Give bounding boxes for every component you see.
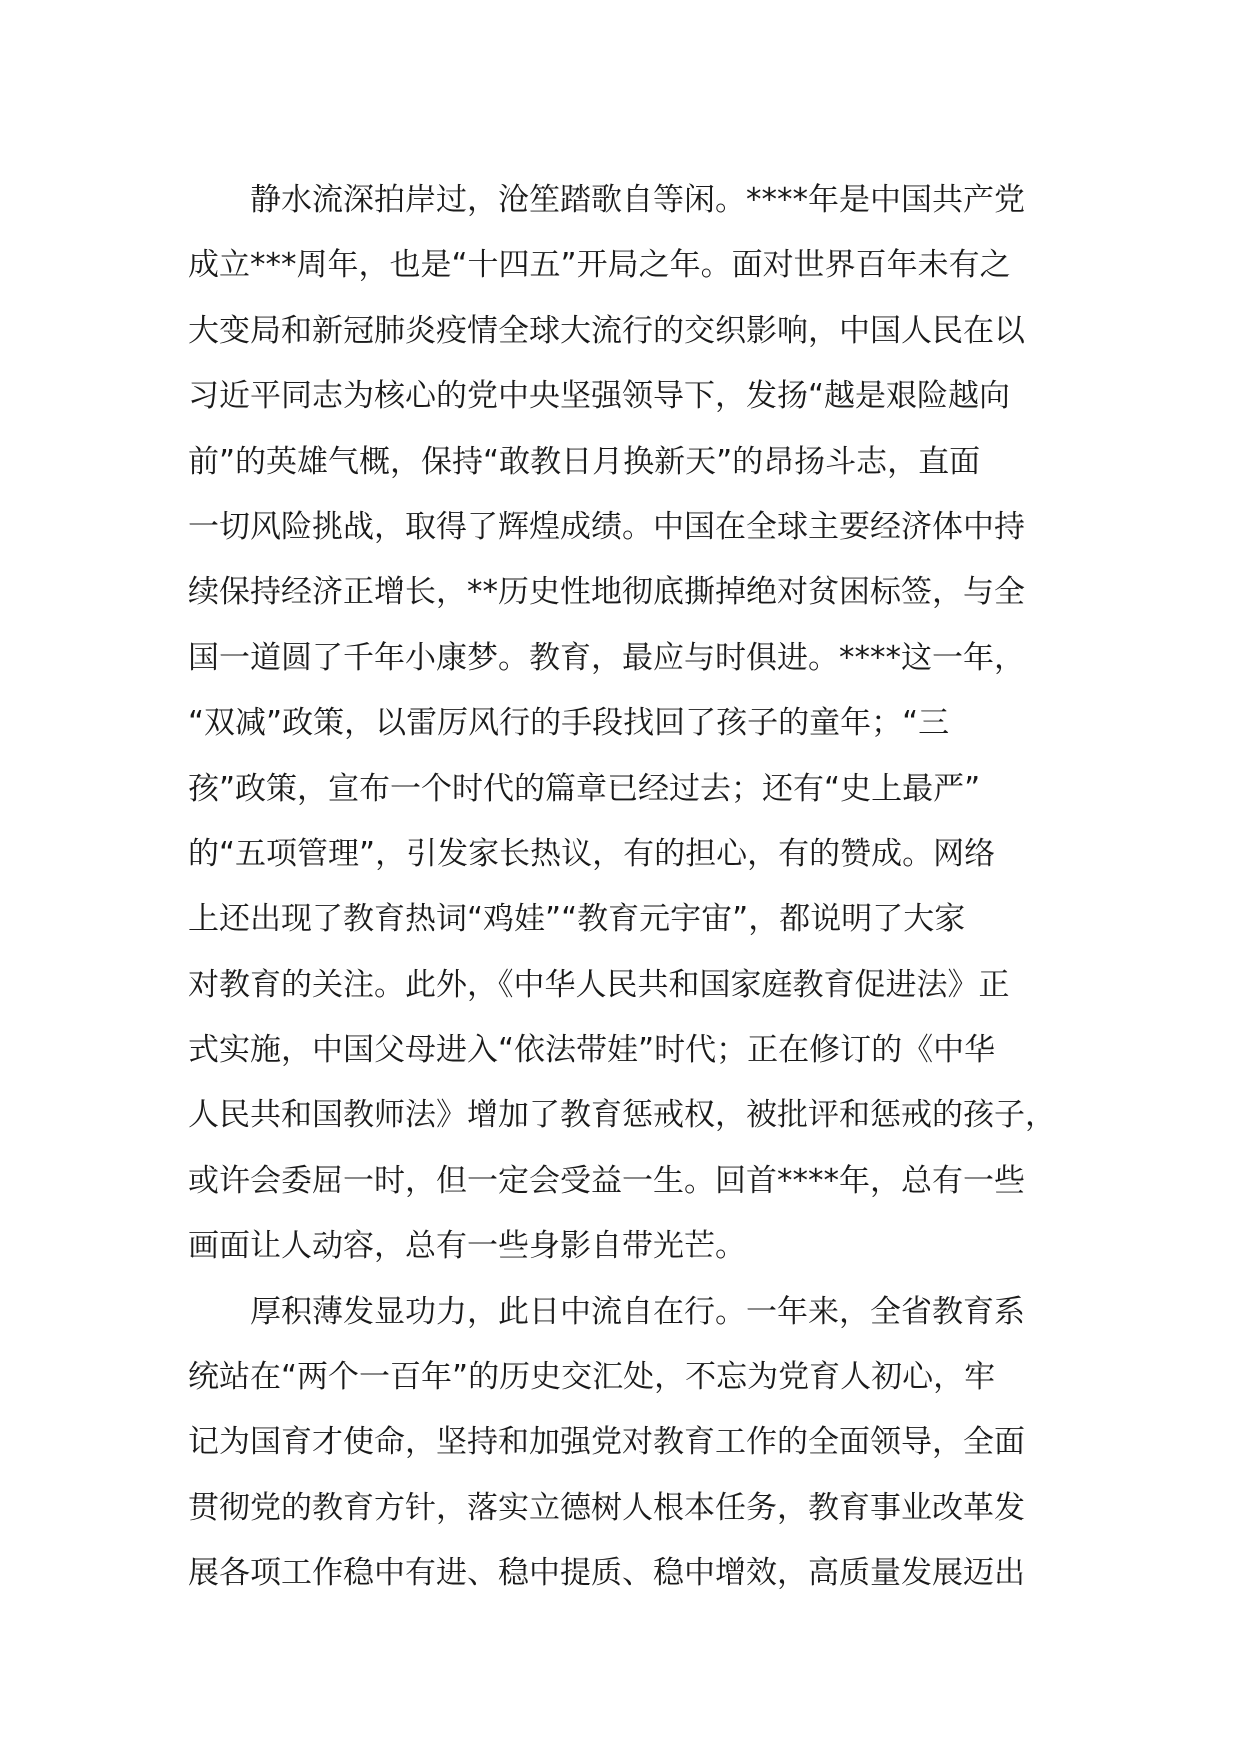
text-line: 贯彻党的教育方针，落实立德树人根本任务，教育事业改革发 [188,1489,1025,1526]
text-line: 厚积薄发显功力，此日中流自在行。一年来，全省教育系 [250,1293,1025,1330]
text-line: 对教育的关注。此外，《中华人民共和国家庭教育促进法》正 [188,966,1010,1003]
text-line: 前”的英雄气概，保持“敢教日月换新天”的昂扬斗志，直面 [188,443,981,480]
text-line: 统站在“两个一百年”的历史交汇处，不忘为党育人初心，牢 [188,1359,996,1396]
text-line: “双减”政策，以雷厉风行的手段找回了孩子的童年；“三 [188,705,950,742]
text-line: 的“五项管理”，引发家长热议，有的担心，有的赞成。网络 [188,835,996,872]
text-line: 一切风险挑战，取得了辉煌成绩。中国在全球主要经济体中持 [188,508,1025,545]
text-line: 成立***周年，也是“十四五”开局之年。面对世界百年未有之 [188,247,1011,284]
text-line: 续保持经济正增长，**历史性地彻底撕掉绝对贫困标签，与全 [188,574,1025,611]
text-line: 习近平同志为核心的党中央坚强领导下，发扬“越是艰险越向 [188,378,1011,415]
text-line: 展各项工作稳中有进、稳中提质、稳中增效，高质量发展迈出 [188,1555,1025,1592]
text-line: 画面让人动容，总有一些身影自带光芒。 [188,1228,746,1265]
text-line: 孩”政策，宣布一个时代的篇章已经过去；还有“史上最严” [188,770,981,807]
text-line: 记为国育才使命，坚持和加强党对教育工作的全面领导，全面 [188,1424,1025,1461]
text-line: 上还出现了教育热词“鸡娃”“教育元宇宙”，都说明了大家 [188,901,966,938]
text-line: 或许会委屈一时，但一定会受益一生。回首****年，总有一些 [188,1162,1025,1199]
document-body [188,168,1088,1607]
paragraph-2 [188,1280,1088,1607]
text-line: 大变局和新冠肺炎疫情全球大流行的交织影响，中国人民在以 [188,312,1025,349]
text-line: 静水流深拍岸过，沧笙踏歌自等闲。****年是中国共产党 [250,182,1025,218]
text-line: 国一道圆了千年小康梦。教育，最应与时俱进。****这一年， [188,639,1025,676]
paragraph-1 [188,168,1088,1280]
text-line: 人民共和国教师法》增加了教育惩戒权，被批评和惩戒的孩子， [188,1097,1056,1134]
text-line: 式实施，中国父母进入“依法带娃”时代；正在修订的《中华 [188,1032,996,1069]
